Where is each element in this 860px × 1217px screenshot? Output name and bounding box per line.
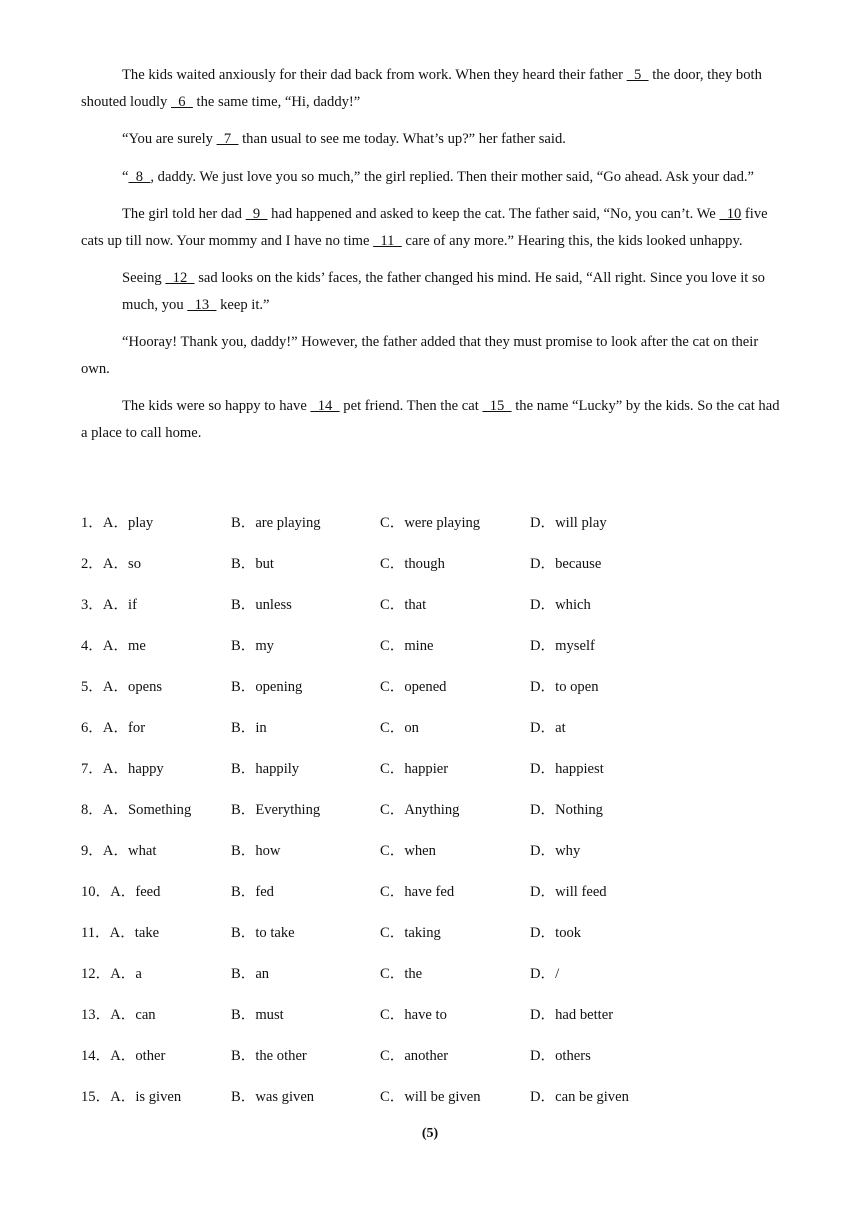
option-b: B．must xyxy=(231,1007,284,1023)
option-a xyxy=(81,921,159,945)
passage-text: “ xyxy=(122,168,129,185)
option-a xyxy=(81,798,191,822)
passage-paragraph xyxy=(81,265,781,318)
cloze-passage xyxy=(81,62,781,457)
passage-text: pet friend. Then the cat xyxy=(339,398,483,414)
question-row xyxy=(81,675,781,716)
cloze-blank: 15 xyxy=(482,398,512,414)
option-c: C．another xyxy=(380,1048,449,1064)
option-a-text: A．if xyxy=(102,597,137,613)
option-d: D．why xyxy=(530,843,581,859)
passage-text: the same time, “Hi, daddy!” xyxy=(192,93,361,110)
option-d: D．/ xyxy=(530,966,560,982)
option-a-text: A．happy xyxy=(102,761,164,777)
option-b: B．how xyxy=(231,843,281,859)
passage-text: than usual to see me today. What’s up?” her father said. xyxy=(238,131,566,147)
question-row xyxy=(81,1003,781,1044)
passage-paragraph xyxy=(81,62,781,115)
passage-text: had happened and asked to keep the cat. The father said, “No, you can’t. We xyxy=(267,206,720,222)
question-row xyxy=(81,552,781,593)
passage-text: the name “Lucky” by the kids. So the cat had a place to call home. xyxy=(81,398,780,441)
option-a xyxy=(81,675,162,699)
cloze-blank: 10 xyxy=(719,206,742,222)
passage-text: sad looks on the kids’ faces, the father changed his mind. He said, “All right. Since you love it so much, you xyxy=(122,270,765,313)
option-c: C．on xyxy=(380,720,419,736)
option-d: D．others xyxy=(530,1048,591,1064)
question-number: 10． xyxy=(81,884,111,900)
option-a xyxy=(81,1085,181,1109)
question-number: 11． xyxy=(81,925,110,941)
cloze-blank: 9 xyxy=(245,206,268,222)
option-d: D．because xyxy=(530,556,602,572)
passage-paragraph xyxy=(81,393,781,446)
option-b: B．Everything xyxy=(231,802,321,818)
option-b: B．to take xyxy=(231,925,295,941)
question-number: 7． xyxy=(81,761,103,777)
option-b: B．my xyxy=(231,638,274,654)
passage-paragraph xyxy=(81,329,781,382)
option-b: B．fed xyxy=(231,884,274,900)
cloze-blank: 8 xyxy=(128,168,151,185)
option-a-text: A．for xyxy=(102,720,146,736)
option-a-text: A．so xyxy=(102,556,142,572)
question-row xyxy=(81,839,781,880)
passage-text: keep it.” xyxy=(216,296,270,313)
option-a-text: A．a xyxy=(110,966,142,982)
question-number: 14． xyxy=(81,1048,111,1064)
option-b: B．an xyxy=(231,966,270,982)
passage-text: The kids waited anxiously for their dad back from work. When they heard their father xyxy=(122,67,627,83)
page-number: (5) xyxy=(421,1126,439,1141)
option-a xyxy=(81,1044,165,1068)
passage-text: , daddy. We just love you so much,” the girl replied. Then their mother said, “Go ahead. Ask your dad.” xyxy=(150,168,755,185)
question-row xyxy=(81,716,781,757)
option-c: C．though xyxy=(380,556,445,572)
option-a xyxy=(81,1003,156,1027)
option-d: D．which xyxy=(530,597,591,613)
option-c: C．will be given xyxy=(380,1089,481,1105)
option-c: C．mine xyxy=(380,638,434,654)
option-b: B．are playing xyxy=(231,515,321,531)
option-c: C．taking xyxy=(380,925,441,941)
question-number: 12． xyxy=(81,966,111,982)
cloze-blank: 6 xyxy=(171,93,193,110)
question-number: 13． xyxy=(81,1007,111,1023)
option-b: B．was given xyxy=(231,1089,315,1105)
option-b: B．in xyxy=(231,720,267,736)
option-d: D．can be given xyxy=(530,1089,629,1105)
passage-text: five cats up till now. Your mommy and I have no time xyxy=(81,206,768,249)
passage-text: “You are surely xyxy=(122,131,217,147)
option-a-text: A．Something xyxy=(102,802,192,818)
option-a xyxy=(81,757,164,781)
option-a-text: A．play xyxy=(102,515,154,531)
option-a-text: A．opens xyxy=(102,679,163,695)
option-b: B．unless xyxy=(231,597,292,613)
option-a-text: A．feed xyxy=(110,884,161,900)
option-d: D．at xyxy=(530,720,566,736)
option-d: D．will play xyxy=(530,515,607,531)
option-b: B．but xyxy=(231,556,274,572)
cloze-blank: 11 xyxy=(373,232,402,249)
question-number: 4． xyxy=(81,638,103,654)
cloze-blank: 13 xyxy=(187,296,217,313)
option-a-text: A．what xyxy=(102,843,157,859)
question-row xyxy=(81,1044,781,1085)
option-a xyxy=(81,593,137,617)
option-d: D．took xyxy=(530,925,582,941)
option-d: D．will feed xyxy=(530,884,607,900)
passage-text: “Hooray! Thank you, daddy!” However, the father added that they must promise to look after the cat on their own. xyxy=(81,334,759,377)
option-a xyxy=(81,634,146,658)
question-row xyxy=(81,757,781,798)
question-row xyxy=(81,962,781,1003)
passage-paragraph xyxy=(81,201,781,254)
passage-text: care of any more.” Hearing this, the kids looked unhappy. xyxy=(401,232,743,249)
question-number: 1． xyxy=(81,515,103,531)
question-row xyxy=(81,1085,781,1126)
cloze-blank: 7 xyxy=(216,131,239,147)
option-d: D．Nothing xyxy=(530,802,603,818)
option-d: D．happiest xyxy=(530,761,604,777)
option-a-text: A．can xyxy=(110,1007,156,1023)
option-a xyxy=(81,552,141,576)
question-row xyxy=(81,634,781,675)
option-a xyxy=(81,511,153,535)
option-c: C．opened xyxy=(380,679,447,695)
passage-paragraph xyxy=(81,126,781,153)
question-row xyxy=(81,921,781,962)
option-c: C．the xyxy=(380,966,423,982)
option-a-text: A．other xyxy=(110,1048,166,1064)
question-number: 3． xyxy=(81,597,103,613)
answer-options xyxy=(81,511,781,1126)
question-number: 6． xyxy=(81,720,103,736)
option-a-text: A．is given xyxy=(110,1089,182,1105)
option-d: D．myself xyxy=(530,638,595,654)
question-number: 9． xyxy=(81,843,103,859)
option-a xyxy=(81,839,156,863)
option-c: C．have to xyxy=(380,1007,447,1023)
cloze-blank: 5 xyxy=(626,67,649,83)
option-a-text: A．take xyxy=(109,925,160,941)
option-c: C．have fed xyxy=(380,884,455,900)
cloze-blank: 12 xyxy=(165,270,195,286)
question-number: 5． xyxy=(81,679,103,695)
question-row xyxy=(81,798,781,839)
passage-text: The kids were so happy to have xyxy=(122,398,311,414)
passage-text: the door, they both shouted loudly xyxy=(81,67,762,110)
option-a-text: A．me xyxy=(102,638,146,654)
question-row xyxy=(81,880,781,921)
question-number: 15． xyxy=(81,1089,111,1105)
option-d: D．to open xyxy=(530,679,599,695)
option-c: C．when xyxy=(380,843,436,859)
passage-text: The girl told her dad xyxy=(122,206,246,222)
option-b: B．happily xyxy=(231,761,300,777)
cloze-blank: 14 xyxy=(310,398,340,414)
passage-text: Seeing xyxy=(122,270,166,286)
question-row xyxy=(81,511,781,552)
question-number: 8． xyxy=(81,802,103,818)
option-b: B．opening xyxy=(231,679,303,695)
option-c: C．were playing xyxy=(380,515,481,531)
option-d: D．had better xyxy=(530,1007,614,1023)
passage-paragraph xyxy=(81,164,781,191)
option-c: C．that xyxy=(380,597,427,613)
option-a xyxy=(81,880,160,904)
option-a xyxy=(81,962,142,986)
question-number: 2． xyxy=(81,556,103,572)
option-b: B．the other xyxy=(231,1048,307,1064)
option-c: C．happier xyxy=(380,761,449,777)
option-c: C．Anything xyxy=(380,802,460,818)
option-a xyxy=(81,716,145,740)
question-row xyxy=(81,593,781,634)
